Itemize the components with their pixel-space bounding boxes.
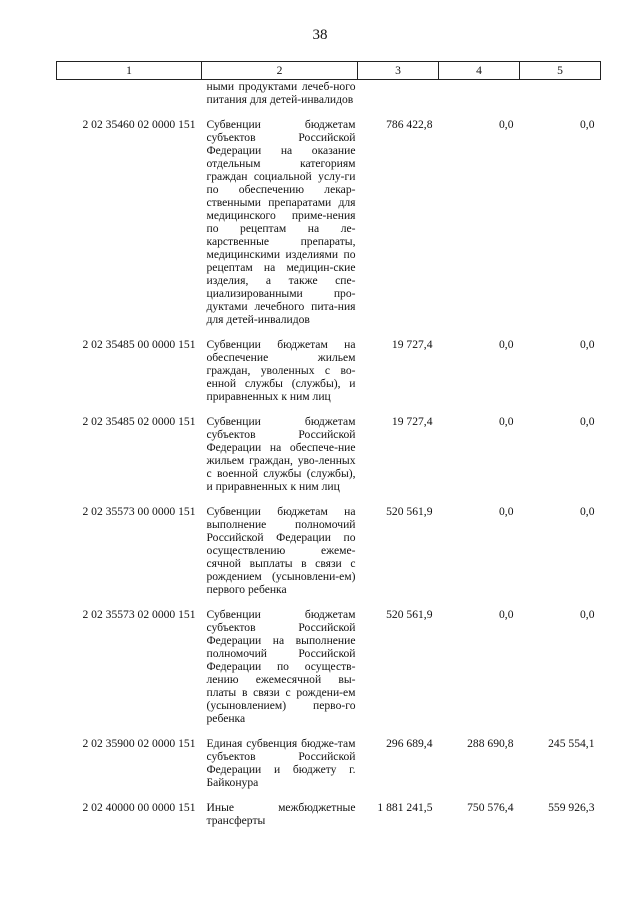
- row-spacer: [57, 326, 601, 338]
- row-code: 2 02 35573 02 0000 151: [82, 608, 196, 621]
- column-header-3: 3: [358, 62, 439, 80]
- row-value-4: 0,0: [499, 608, 514, 621]
- row-value-3: 19 727,4: [391, 338, 433, 351]
- row-code: 2 02 35460 02 0000 151: [82, 118, 196, 131]
- budget-table: [56, 61, 601, 827]
- row-code: 2 02 40000 00 0000 151: [82, 801, 196, 814]
- column-header-1: 1: [57, 62, 202, 80]
- row-value-3: 296 689,4: [386, 737, 433, 750]
- row-value-3: 520 561,9: [386, 505, 433, 518]
- row-value-4: 0,0: [499, 505, 514, 518]
- column-header-2: 2: [202, 62, 358, 80]
- row-value-5: 559 926,3: [548, 801, 595, 814]
- row-spacer: [57, 403, 601, 415]
- row-name: Субвенции бюджетам на выполнение полномочий Российской Федерации по осуществлению ежеме-сячной выплаты в связи с рождением (усыновлени-ем) первого ребенка: [206, 505, 356, 596]
- row-code: 2 02 35900 02 0000 151: [82, 737, 196, 750]
- row-name: Субвенции бюджетам субъектов Российской Федерации на обеспече-ние жильем граждан, уво-ленных с военной службы (службы), и приравненных к ним лиц: [206, 415, 356, 493]
- page-number: 38: [312, 27, 328, 43]
- row-name: Субвенции бюджетам субъектов Российской Федерации на оказание отдельным категориям граждан социальной услу-ги по обеспечению лекар-ственными препаратами для медицинского приме-нения по рецептам на ле-карственные препараты, медицинскими изделиями по рецептам на медицин-ские изделия, а также спе-циализированными про-дуктами лечебного пита-ния для детей-инвалидов: [206, 118, 356, 326]
- row-spacer: [57, 789, 601, 801]
- row-value-4: 288 690,8: [467, 737, 514, 750]
- row-spacer: [57, 725, 601, 737]
- column-header-4: 4: [439, 62, 520, 80]
- row-value-5: 0,0: [580, 338, 595, 351]
- table-row: [57, 608, 601, 725]
- row-name: Единая субвенция бюдже-там субъектов Российской Федерации и бюджету г. Байконура: [206, 737, 356, 789]
- row-value-3: 520 561,9: [386, 608, 433, 621]
- row-value-5: [520, 80, 601, 107]
- row-value-5: 0,0: [580, 608, 595, 621]
- row-value-5: 245 554,1: [548, 737, 595, 750]
- row-value-5: 0,0: [580, 505, 595, 518]
- row-value-3: 1 881 241,5: [377, 801, 433, 814]
- row-code: 2 02 35485 00 0000 151: [82, 338, 196, 351]
- row-code: 2 02 35573 00 0000 151: [82, 505, 196, 518]
- row-spacer: [57, 493, 601, 505]
- row-code: 2 02 35485 02 0000 151: [82, 415, 196, 428]
- row-spacer: [57, 106, 601, 118]
- row-value-4: 0,0: [499, 338, 514, 351]
- row-name: Субвенции бюджетам на обеспечение жильем граждан, уволенных с во-енной службы (службы), и приравненных к ним лиц: [206, 338, 356, 403]
- row-name: Субвенции бюджетам субъектов Российской Федерации на выполнение полномочий Российской Федерации по осуществ-лению ежемесячной вы-платы в связи с рождени-ем (усыновлением) перво-го ребенка: [206, 608, 356, 725]
- table-row: [57, 118, 601, 326]
- row-value-4: [439, 80, 520, 107]
- table-row: [57, 737, 601, 789]
- table-row: [57, 801, 601, 827]
- table-row: [57, 505, 601, 596]
- row-value-5: 0,0: [580, 415, 595, 428]
- row-name: ными продуктами лечеб-ного питания для детей-инвалидов: [206, 80, 356, 106]
- table-row: [57, 80, 601, 107]
- row-value-3: 19 727,4: [391, 415, 433, 428]
- row-code: [57, 80, 202, 107]
- row-value-4: 0,0: [499, 118, 514, 131]
- table-row: [57, 338, 601, 403]
- table-row: [57, 415, 601, 493]
- row-name: Иные межбюджетные трансферты: [206, 801, 356, 827]
- row-value-3: 786 422,8: [386, 118, 433, 131]
- header-row: [57, 62, 601, 80]
- table-header: [57, 62, 601, 80]
- column-header-5: 5: [520, 62, 601, 80]
- row-value-4: 0,0: [499, 415, 514, 428]
- row-value-3: [358, 80, 439, 107]
- row-value-5: 0,0: [580, 118, 595, 131]
- row-spacer: [57, 596, 601, 608]
- row-value-4: 750 576,4: [467, 801, 514, 814]
- table-body: [57, 80, 601, 828]
